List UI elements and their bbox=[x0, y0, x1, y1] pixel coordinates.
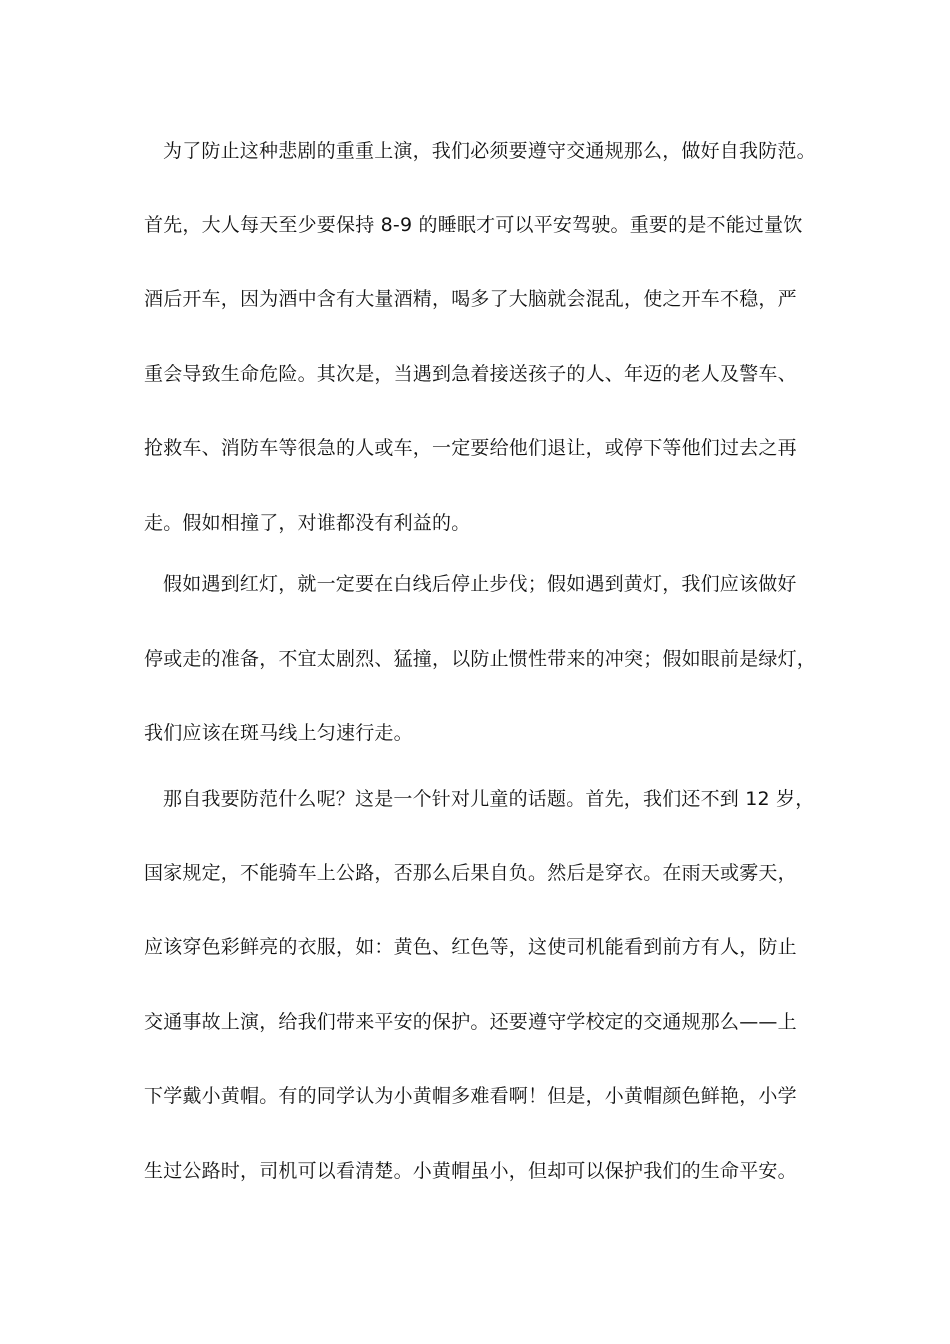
text-line: 重会导致生命危险。其次是，当遇到急着接送孩子的人、年迈的老人及警车、 bbox=[144, 363, 797, 385]
text-line: 那自我要防范什么呢？这是一个针对儿童的话题。首先，我们还不到 12 岁， bbox=[163, 788, 815, 810]
text-line: 交通事故上演，给我们带来平安的保护。还要遵守学校定的交通规那么——上 bbox=[144, 1011, 797, 1033]
text-line: 停或走的准备，不宜太剧烈、猛撞，以防止惯性带来的冲突；假如眼前是绿灯， bbox=[144, 648, 817, 670]
text-line: 首先，大人每天至少要保持 8-9 的睡眠才可以平安驾驶。重要的是不能过量饮 bbox=[144, 214, 803, 236]
text-line: 抢救车、消防车等很急的人或车，一定要给他们退让，或停下等他们过去之再 bbox=[144, 437, 797, 459]
text-line: 国家规定，不能骑车上公路，否那么后果自负。然后是穿衣。在雨天或雾天， bbox=[144, 862, 797, 884]
text-line: 假如遇到红灯，就一定要在白线后停止步伐；假如遇到黄灯，我们应该做好 bbox=[163, 573, 797, 595]
text-line: 走。假如相撞了，对谁都没有利益的。 bbox=[144, 512, 471, 534]
text-line: 我们应该在斑马线上匀速行走。 bbox=[144, 722, 413, 744]
text-line: 生过公路时，司机可以看清楚。小黄帽虽小，但却可以保护我们的生命平安。 bbox=[144, 1160, 797, 1182]
text-line: 下学戴小黄帽。有的同学认为小黄帽多难看啊！但是，小黄帽颜色鲜艳，小学 bbox=[144, 1085, 797, 1107]
text-line: 为了防止这种悲剧的重重上演，我们必须要遵守交通规那么，做好自我防范。 bbox=[163, 140, 816, 162]
text-line: 应该穿色彩鲜亮的衣服，如：黄色、红色等，这使司机能看到前方有人，防止 bbox=[144, 936, 797, 958]
text-line: 酒后开车，因为酒中含有大量酒精，喝多了大脑就会混乱，使之开车不稳，严 bbox=[144, 288, 797, 310]
